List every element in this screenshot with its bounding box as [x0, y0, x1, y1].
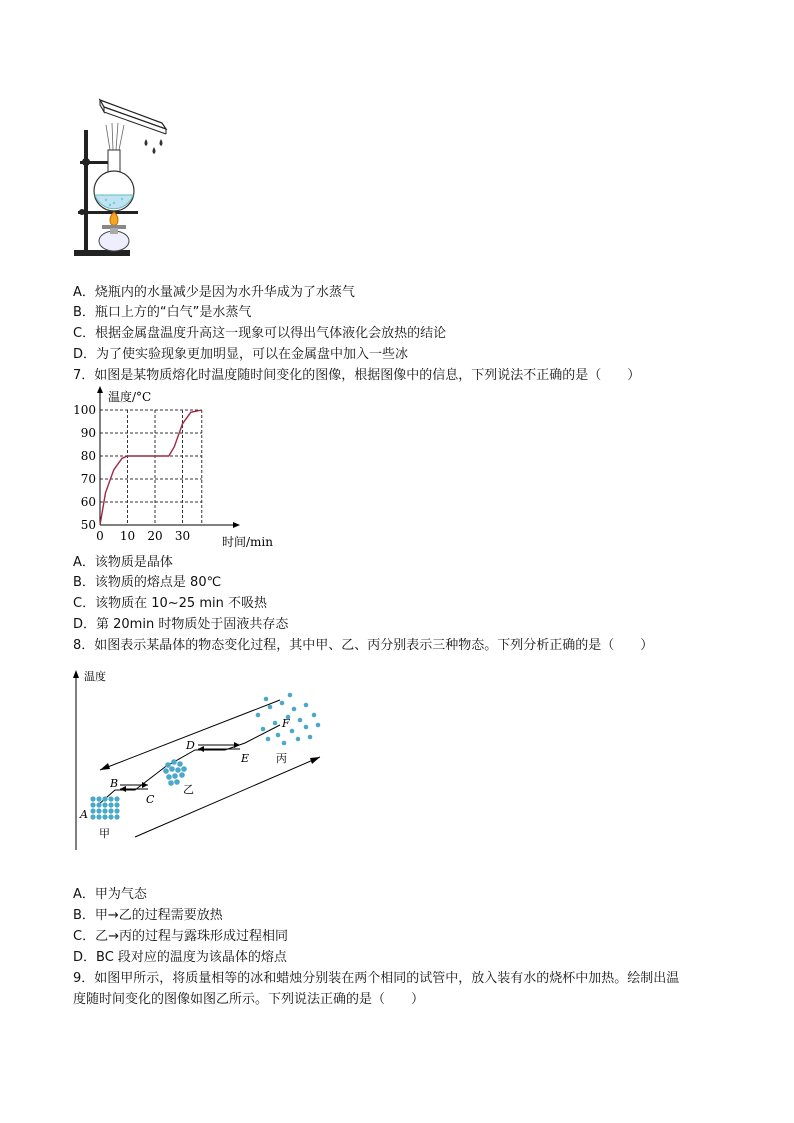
q8-state-change-diagram — [70, 665, 340, 860]
y-tick-label: 70 — [80, 472, 96, 486]
q7-option-b: B．该物质的熔点是 80℃ — [73, 575, 222, 590]
q6-option-b: B．瓶口上方的“白气”是水蒸气 — [73, 305, 252, 320]
point-e: E — [241, 752, 250, 765]
q8-stem: 8．如图表示某晶体的物态变化过程，其中甲、乙、丙分别表示三种物态。下列分析正确的是（ ） — [73, 638, 654, 653]
q7-temperature-chart — [70, 385, 300, 555]
y-tick-label: 90 — [80, 426, 96, 440]
q8-option-c: C．乙→丙的过程与露珠形成过程相同 — [73, 929, 288, 944]
q8-option-d: D．BC 段对应的温度为该晶体的熔点 — [73, 950, 287, 965]
x-tick-label: 10 — [119, 529, 136, 543]
temperature-curve — [100, 410, 202, 525]
point-c: C — [146, 793, 155, 806]
point-b: B — [110, 777, 119, 790]
point-f: F — [282, 717, 290, 730]
y-tick-label: 80 — [80, 449, 96, 463]
axis-label-temp: 温度 — [84, 670, 106, 683]
q9-stem-line1: 9．如图甲所示，将质量相等的冰和蜡烛分别装在两个相同的试管中，放入装有水的烧杯中加热。绘制出温 — [73, 971, 680, 986]
state-bing: 丙 — [276, 752, 287, 765]
q6-apparatus-figure — [70, 95, 180, 260]
y-axis-label: 温度/°C — [108, 390, 152, 404]
x-tick-label: 0 — [96, 529, 104, 543]
q7-option-a: A．该物质是晶体 — [73, 555, 173, 570]
q6-option-c: C．根据金属盘温度升高这一现象可以得出气体液化会放热的结论 — [73, 326, 447, 341]
point-d: D — [186, 739, 195, 752]
x-tick-label: 30 — [174, 529, 191, 543]
state-yi: 乙 — [183, 783, 194, 796]
q7-option-d: D．第 20min 时物质处于固液共存态 — [73, 617, 289, 632]
q8-option-a: A．甲为气态 — [73, 887, 147, 902]
q6-option-a: A．烧瓶内的水量减少是因为水升华成为了水蒸气 — [73, 285, 355, 300]
y-tick-label: 100 — [73, 403, 96, 417]
q8-option-b: B．甲→乙的过程需要放热 — [73, 908, 223, 923]
y-tick-label: 50 — [80, 518, 96, 532]
q7-option-c: C．该物质在 10~25 min 不吸热 — [73, 596, 267, 611]
x-tick-label: 20 — [147, 529, 163, 543]
y-tick-label: 60 — [80, 495, 96, 509]
point-a: A — [80, 808, 88, 821]
q9-stem-line2: 度随时间变化的图像如图乙所示。下列说法正确的是（ ） — [73, 992, 425, 1007]
q7-stem: 7．如图是某物质熔化时温度随时间变化的图像，根据图像中的信息，下列说法不正确的是（ ） — [73, 368, 641, 383]
q6-option-d: D．为了使实验现象更加明显，可以在金属盘中加入一些冰 — [73, 347, 409, 362]
x-axis-label: 时间/min — [222, 535, 273, 549]
state-jia: 甲 — [99, 827, 110, 840]
